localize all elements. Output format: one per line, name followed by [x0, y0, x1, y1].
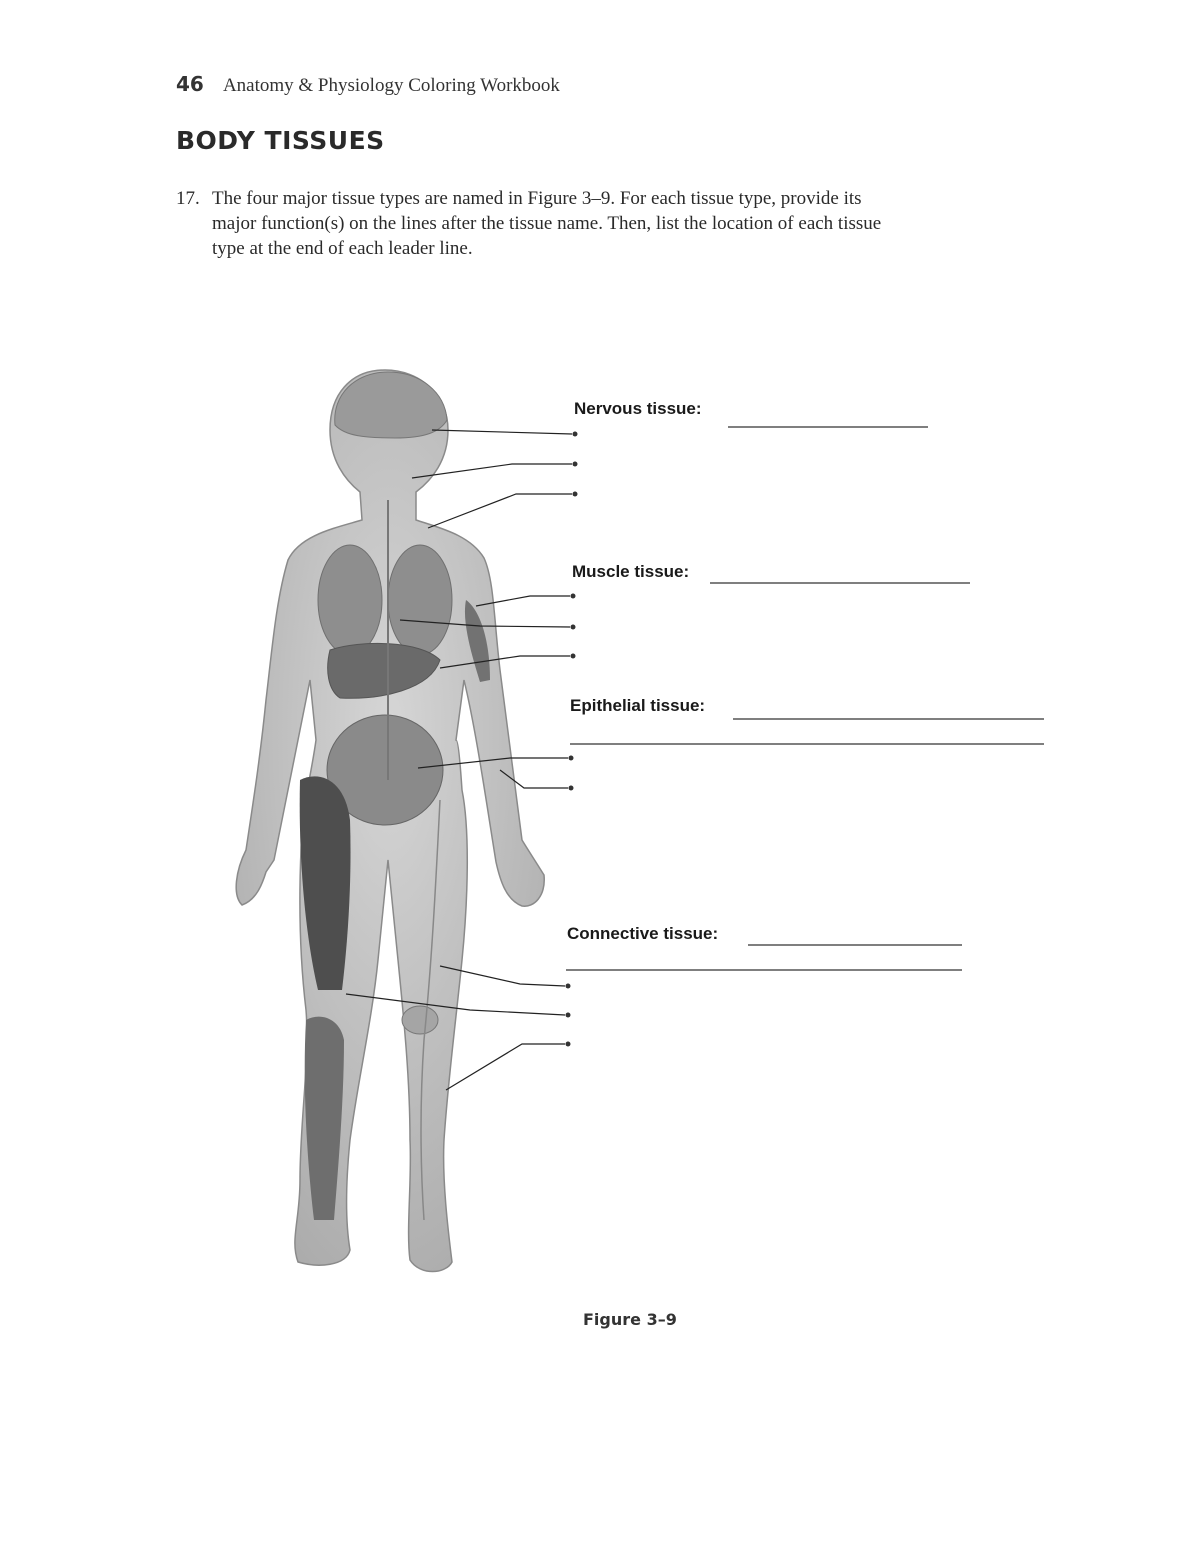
muscle-leader-dot-1[interactable] [571, 594, 576, 599]
nervous-tissue-label: Nervous tissue: [574, 399, 702, 418]
muscle-leader-dot-2[interactable] [571, 625, 576, 630]
epithelial-leader-dot-1[interactable] [569, 756, 574, 761]
connective-tissue-label: Connective tissue: [567, 924, 719, 943]
nervous-leader-dot-1[interactable] [573, 432, 578, 437]
connective-leader-dot-3[interactable] [566, 1042, 571, 1047]
nervous-leader-line-3 [428, 494, 572, 528]
question-text: The four major tissue types are named in Figure 3–9. For each tissue type, provide its major function(s) on the lines after the tissue name. Then, list the location of each tissue type at the end of each leader line. [212, 188, 882, 259]
section-title: BODY TISSUES [176, 126, 385, 155]
page-number: 46 [176, 72, 204, 96]
nervous-tissue-group [412, 399, 928, 528]
figure-caption: Figure 3–9 [583, 1310, 677, 1329]
human-body-illustration [236, 370, 544, 1272]
muscle-leader-dot-3[interactable] [571, 654, 576, 659]
connective-leader-dot-2[interactable] [566, 1013, 571, 1018]
connective-leader-dot-1[interactable] [566, 984, 571, 989]
left-lung [318, 545, 382, 655]
nervous-leader-line-1 [432, 430, 572, 434]
right-lung [388, 545, 452, 655]
connective-leader-line-3 [446, 1044, 565, 1090]
knee-joint [402, 1006, 438, 1034]
epithelial-tissue-label: Epithelial tissue: [570, 696, 706, 715]
nervous-leader-dot-3[interactable] [573, 492, 578, 497]
question-number: 17. [176, 188, 200, 209]
book-title: Anatomy & Physiology Coloring Workbook [222, 75, 560, 96]
epithelial-leader-dot-2[interactable] [569, 786, 574, 791]
muscle-tissue-label: Muscle tissue: [572, 562, 690, 581]
nervous-leader-dot-2[interactable] [573, 462, 578, 467]
